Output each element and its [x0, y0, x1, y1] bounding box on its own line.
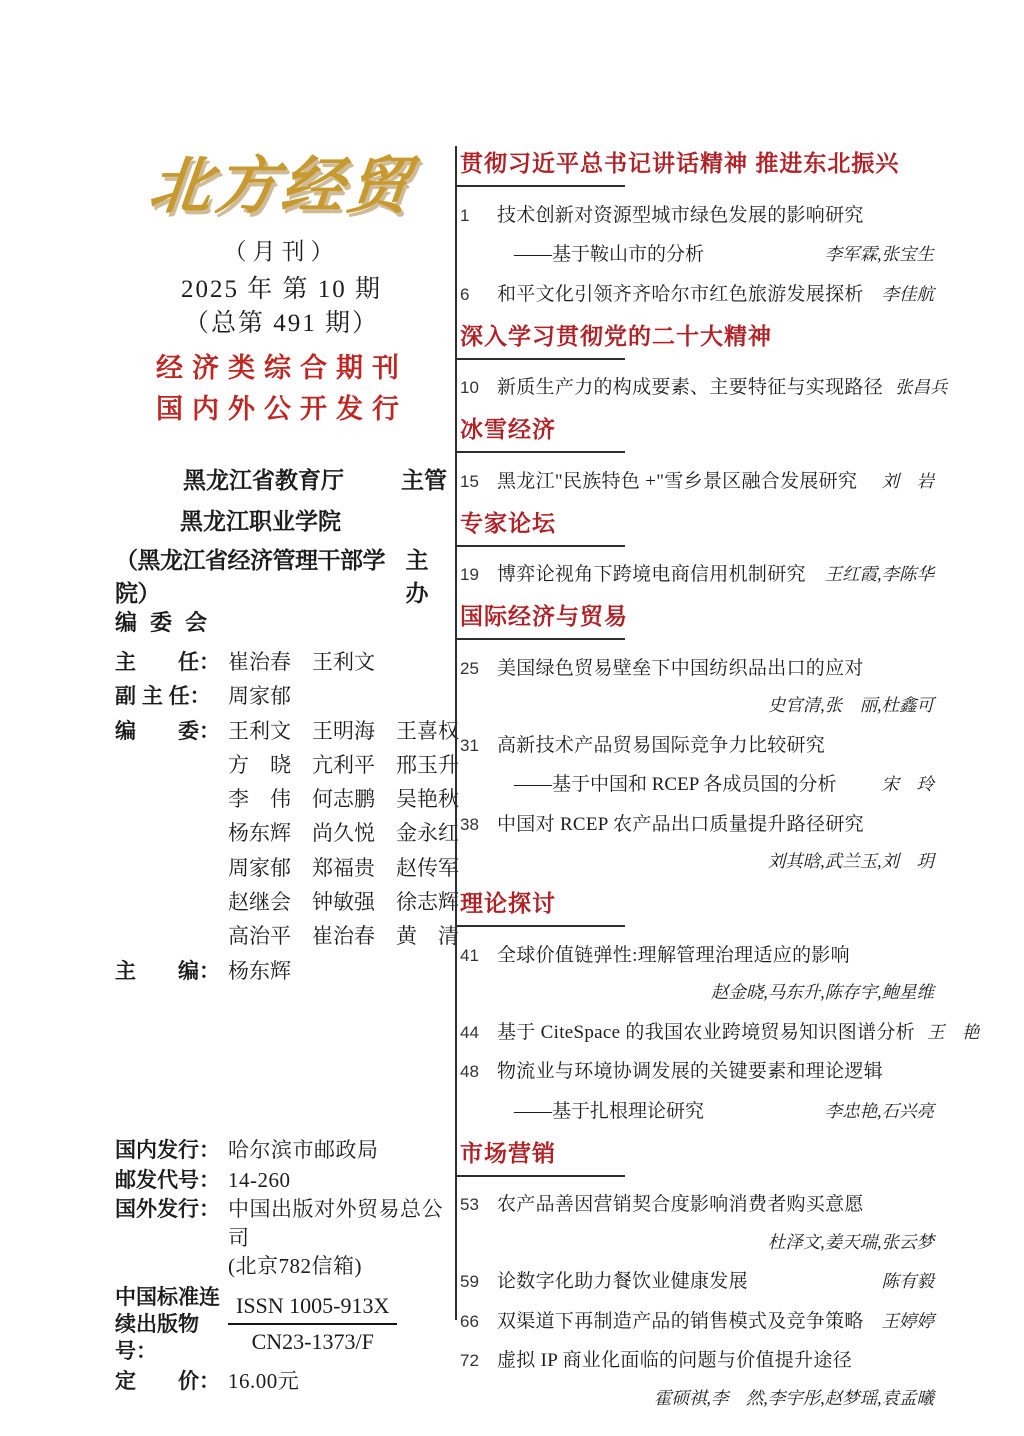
article-page-number: 6: [460, 284, 470, 304]
article-authors: 赵金晓,马东升,陈存宇,鲍星维: [710, 982, 934, 1002]
section-heading-rule: [455, 185, 625, 187]
article-authors: 李佳航: [881, 283, 934, 304]
publication-label: 国外发行：: [115, 1198, 220, 1221]
article-page-number: 53: [460, 1195, 479, 1214]
publication-label: 邮发代号：: [115, 1168, 220, 1192]
article-page-number: 1: [460, 205, 470, 225]
article-title: 高新技术产品贸易国际竞争力比较研究: [497, 734, 826, 756]
article-page-number: 38: [460, 814, 479, 834]
publication-value: 14-260: [228, 1167, 291, 1192]
board-member-names: 高治平 崔治春 黄 清: [228, 925, 459, 949]
article-page-number: 25: [460, 658, 479, 678]
publication-info-row: [115, 1195, 447, 1252]
monthly-label: （月刊）: [223, 239, 340, 264]
toc-authors-line: [460, 692, 934, 717]
article-page-number: 48: [460, 1062, 479, 1081]
section-heading-rule: [455, 638, 625, 640]
section-heading: 贯彻习近平总书记讲话精神 推进东北振兴: [460, 150, 900, 176]
article-title: 美国绿色贸易壁垒下中国纺织品出口的应对: [497, 657, 864, 679]
issn-label-line1: 中国标准连: [115, 1285, 220, 1309]
toc-item: [460, 1189, 934, 1216]
price-label: 定 价：: [115, 1369, 220, 1393]
table-of-contents: [455, 146, 980, 1408]
article-title: 和平文化引领齐齐哈尔市红色旅游发展探析: [497, 283, 864, 305]
toc-item: [460, 372, 948, 399]
board-role-label: [115, 749, 228, 783]
issn-number: ISSN 1005-913X: [228, 1292, 397, 1326]
editorial-board-row: [115, 680, 447, 714]
toc-authors-line: [460, 979, 934, 1004]
toc-item: [460, 279, 934, 306]
toc-item: [460, 1306, 934, 1333]
editorial-board-row: [115, 886, 459, 920]
board-member-names: 方 晓 亢利平 邢玉升: [228, 753, 459, 777]
toc-authors-line: [460, 848, 934, 873]
tagline-category: 经济类综合期刊: [156, 353, 408, 383]
section-heading: 国际经济与贸易: [460, 603, 628, 629]
publication-value: (北京782信箱): [228, 1254, 362, 1278]
toc-item: [460, 1056, 934, 1083]
article-authors: 王 艳: [926, 1021, 980, 1042]
toc-item: [460, 730, 934, 757]
article-page-number: 15: [460, 471, 479, 491]
article-page-number: 10: [460, 378, 479, 397]
toc-item: [460, 940, 934, 967]
publication-info-row: [115, 1166, 447, 1196]
article-authors: 王红霞,李陈华: [824, 564, 934, 584]
article-subtitle: ——基于鞍山市的分析: [514, 244, 705, 265]
article-authors: 李军霖,张宝生: [824, 244, 934, 264]
section-heading-rule: [455, 358, 625, 360]
article-subtitle: ——基于中国和 RCEP 各成员国的分析: [514, 774, 837, 795]
organizer-row-1: [115, 503, 512, 536]
publication-label: 国内发行：: [115, 1139, 220, 1162]
editorial-board-row: [115, 646, 447, 680]
publication-value: 中国出版对外贸易总公司: [228, 1197, 443, 1250]
price-row: [115, 1367, 447, 1397]
article-authors: 张昌兵: [895, 377, 948, 397]
toc-item: [460, 1017, 980, 1044]
board-role-label: 编 委：: [115, 719, 220, 743]
article-title: 黑龙江"民族特色 +"雪乡景区融合发展研究: [497, 470, 858, 492]
board-member-names: 周家郁 郑福贵 赵传军: [228, 856, 459, 880]
article-title: 物流业与环境协调发展的关键要素和理论逻辑: [497, 1061, 884, 1082]
article-title: 博弈论视角下跨境电商信用机制研究: [497, 564, 806, 585]
toc-item: [460, 466, 934, 493]
article-authors: 霍硕祺,李 然,李宇彤,赵梦瑶,袁孟曦: [654, 1387, 934, 1408]
article-page-number: 59: [460, 1272, 479, 1291]
article-authors: 刘 岩: [881, 470, 934, 491]
issn-cn-fraction: [228, 1292, 397, 1357]
publication-info-row: [115, 1136, 447, 1166]
toc-item: [460, 1266, 934, 1293]
toc-item-subtitle: [460, 239, 934, 266]
editorial-board-rows: [115, 646, 459, 989]
article-authors: 李忠艳,石兴亮: [824, 1100, 934, 1121]
article-page-number: 66: [460, 1311, 479, 1331]
issue-number: 2025 年 第 10 期: [180, 276, 382, 303]
editorial-board-row: [115, 783, 459, 817]
article-title: 全球价值链弹性:理解管理治理适应的影响: [497, 944, 850, 966]
board-role-label: [115, 817, 228, 851]
toc-item: [460, 653, 934, 680]
organizer-name-2: （黑龙江省经济管理干部学院）: [115, 547, 385, 606]
board-role-label: [115, 920, 228, 954]
board-member-names: 杨东辉: [228, 959, 291, 983]
section-heading-rule: [455, 545, 625, 547]
editorial-board-row: [115, 817, 459, 851]
article-page-number: 44: [460, 1022, 479, 1042]
toc-item: [460, 200, 934, 227]
article-title: 基于 CiteSpace 的我国农业跨境贸易知识图谱分析: [497, 1021, 915, 1043]
publication-info-row: [115, 1252, 447, 1281]
section-heading: 深入学习贯彻党的二十大精神: [460, 322, 772, 349]
publication-info: [115, 1136, 447, 1396]
board-role-label: [115, 886, 228, 920]
toc-authors-line: [460, 1385, 934, 1410]
section-heading: 专家论坛: [460, 509, 556, 536]
section-heading: 冰雪经济: [460, 416, 556, 442]
section-heading: 理论探讨: [460, 890, 556, 916]
toc-item-subtitle: [460, 769, 934, 796]
editorial-board-row: [115, 852, 459, 886]
publication-info-rows: [115, 1136, 447, 1281]
tagline-distribution: 国内外公开发行: [156, 394, 408, 424]
board-member-names: 周家郁: [228, 685, 291, 709]
article-authors: 宋 玲: [881, 774, 934, 794]
article-subtitle: ——基于扎根理论研究: [514, 1100, 705, 1122]
section-heading-rule: [455, 1175, 625, 1177]
supervisor-label: 主管: [401, 467, 447, 493]
board-role-label: 主 编：: [115, 959, 220, 983]
article-title: 论数字化助力餐饮业健康发展: [497, 1271, 748, 1292]
section-heading-rule: [455, 451, 625, 453]
board-member-names: 赵继会 钟敏强 徐志辉: [228, 891, 459, 915]
board-member-names: 王利文 王明海 王喜权: [228, 719, 459, 743]
board-member-names: 崔治春 王利文: [228, 651, 375, 674]
journal-logo: 北方经贸: [145, 149, 418, 222]
article-page-number: 19: [460, 565, 479, 584]
editorial-board-row: [115, 955, 447, 989]
cn-number: CN23-1373/F: [251, 1329, 374, 1354]
board-role-label: [115, 852, 228, 886]
article-page-number: 31: [460, 735, 479, 755]
board-member-names: 李 伟 何志鹏 吴艳秋: [228, 788, 459, 812]
toc-authors-line: [460, 1229, 934, 1254]
organizer-row-2: [115, 542, 447, 608]
publication-value: 哈尔滨市邮政局: [228, 1138, 379, 1162]
article-authors: 王婷婷: [881, 1310, 934, 1331]
section-heading-rule: [455, 925, 625, 927]
issn-row: [115, 1284, 447, 1365]
section-heading: 市场营销: [460, 1139, 556, 1166]
editorial-board-title: 编委会: [115, 610, 221, 635]
supervisor-row: [115, 462, 447, 495]
article-title: 新质生产力的构成要素、主要特征与实现路径: [497, 377, 884, 398]
article-authors: 杜泽文,姜天瑞,张云梦: [767, 1231, 934, 1252]
article-authors: 刘其晗,武兰玉,刘 玥: [767, 851, 934, 871]
article-title: 中国对 RCEP 农产品出口质量提升路径研究: [497, 813, 864, 835]
article-page-number: 72: [460, 1351, 479, 1370]
article-title: 虚拟 IP 商业化面临的问题与价值提升途径: [497, 1350, 852, 1371]
board-role-label: 副 主 任：: [115, 685, 211, 709]
editorial-board-row: [115, 715, 459, 749]
toc-item: [460, 809, 934, 836]
article-title: 农产品善因营销契合度影响消费者购买意愿: [497, 1194, 864, 1215]
board-member-names: 杨东辉 尚久悦 金永红: [228, 822, 459, 846]
organizer-name-1: 黑龙江职业学院: [180, 508, 341, 534]
cumulative-issue-number: （总第 491 期）: [183, 310, 379, 337]
toc-item-subtitle: [460, 1096, 934, 1123]
organizer-label: 主办: [405, 547, 428, 606]
article-authors: 陈有毅: [881, 1271, 934, 1291]
toc-item: [460, 1345, 934, 1372]
issn-label: [115, 1284, 228, 1365]
editorial-board-row: [115, 749, 459, 783]
board-role-label: 主 任：: [115, 651, 220, 674]
issn-label-line2: 续出版物号：: [115, 1312, 199, 1363]
editorial-board-row: [115, 920, 459, 954]
editorial-board: [115, 606, 459, 989]
price-value: 16.00元: [228, 1368, 300, 1393]
article-title: 双渠道下再制造产品的销售模式及竞争策略: [497, 1310, 864, 1332]
supervisor-name: 黑龙江省教育厅: [183, 467, 344, 493]
board-role-label: [115, 783, 228, 817]
article-page-number: 41: [460, 945, 479, 965]
toc-item: [460, 559, 934, 586]
article-title: 技术创新对资源型城市绿色发展的影响研究: [497, 204, 864, 226]
article-authors: 史官清,张 丽,杜鑫可: [767, 695, 934, 715]
